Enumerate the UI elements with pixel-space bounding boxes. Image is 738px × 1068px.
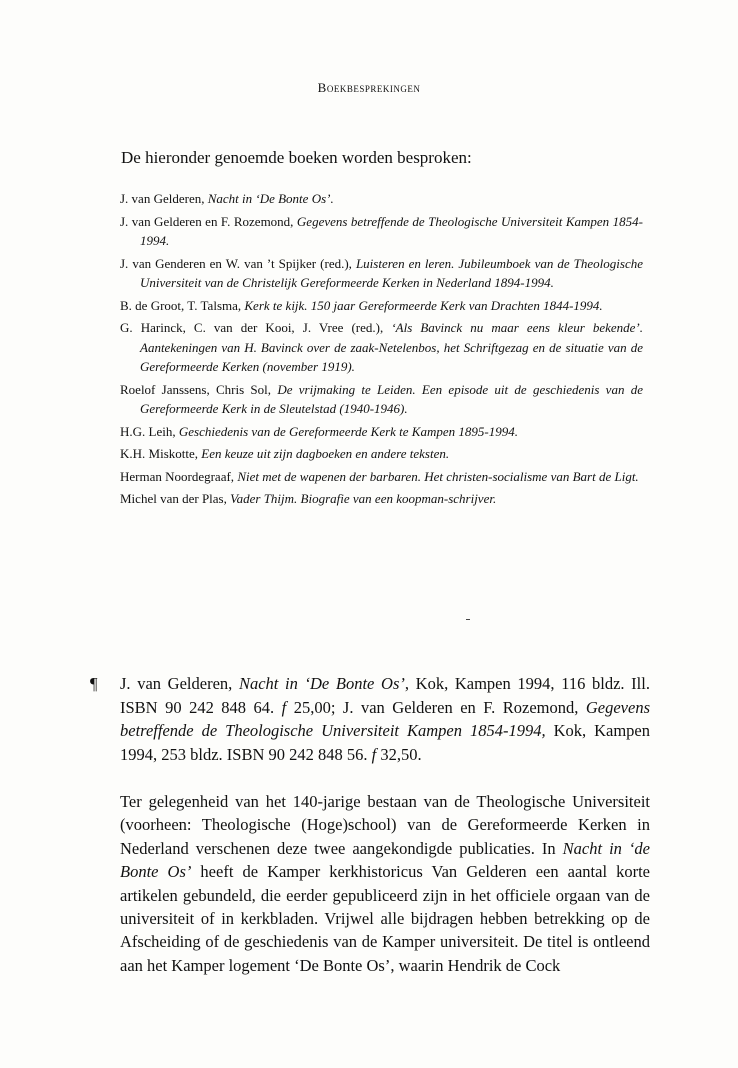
book-title: Kerk te kijk. 150 jaar Gereformeerde Kerk van Drachten 1844-1994. xyxy=(244,297,603,313)
book-title: ‘Als Bavinck nu maar eens kleur bekende’. Aantekeningen van H. Bavinck over de zaak-Netelenbos, het Schriftgezag en de situatie van de Gereformeerde Kerken (november 1919). xyxy=(140,320,643,374)
citation-title-2: Gegevens betreffende de Theologische Universiteit Kampen 1854-1994, xyxy=(120,697,650,740)
citation-details-1: , Kok, Kampen 1994, 116 bldz. Ill. ISBN 90 242 848 64. xyxy=(120,674,650,717)
pilcrow-icon: ¶ xyxy=(90,674,98,693)
book-title: De vrijmaking te Leiden. Een episode uit de geschiedenis van de Gereformeerde Kerk in de Sleutelstad (1940-1946). xyxy=(140,381,644,416)
book-title: Geschiedenis van de Gereformeerde Kerk te Kampen 1895-1994. xyxy=(178,423,518,439)
book-author: J. van Gelderen, xyxy=(120,191,208,206)
citation-text xyxy=(90,672,650,766)
list-item xyxy=(120,212,643,251)
header-title: Boekbesprekingen xyxy=(317,80,421,95)
review-body xyxy=(120,790,650,977)
list-item xyxy=(120,296,643,316)
list-item xyxy=(120,189,643,209)
separator-mark xyxy=(466,619,470,620)
book-author: J. van Gelderen en F. Rozemond, xyxy=(120,213,297,229)
book-list xyxy=(120,189,643,512)
list-item xyxy=(120,489,643,509)
citation-author-1: J. van Gelderen, xyxy=(120,674,239,693)
list-item xyxy=(120,318,643,377)
review-citation xyxy=(90,672,650,766)
book-title: Gegevens betreffende de Theologische Universiteit Kampen 1854-1994. xyxy=(140,213,643,248)
book-author: Roelof Janssens, Chris Sol, xyxy=(120,381,278,397)
book-title: Vader Thijm. Biografie van een koopman-schrijver. xyxy=(230,491,497,506)
florin-sign: f xyxy=(371,744,377,764)
book-author: H.G. Leih, xyxy=(120,423,179,439)
book-author: J. van Genderen en W. van ’t Spijker (red.), xyxy=(120,255,356,271)
book-author: B. de Groot, T. Talsma, xyxy=(120,297,245,313)
citation-details-2: Kok, Kampen 1994, 253 bldz. ISBN 90 242 848 56. xyxy=(120,721,650,764)
book-title: Nacht in ‘De Bonte Os’. xyxy=(207,191,334,206)
book-author: Herman Noordegraaf, xyxy=(120,468,238,484)
body-text-1: Ter gelegenheid van het 140-jarige bestaan van de Theologische Universiteit (voorheen: Theologische (Hoge)school) van de Gereformeerde Kerken in Nederland verschenen deze twee aangekondigde publicaties. In xyxy=(120,792,650,858)
intro-text: De hieronder genoemde boeken worden besproken: xyxy=(121,148,472,167)
list-item xyxy=(120,380,643,419)
book-title: Niet met de wapenen der barbaren. Het christen-socialisme van Bart de Ligt. xyxy=(237,468,639,484)
florin-sign: f xyxy=(281,697,287,717)
body-italic-title: Nacht in ‘de Bonte Os’ xyxy=(120,838,650,882)
list-item xyxy=(120,444,643,464)
page-header xyxy=(0,80,738,96)
body-text-2: heeft de Kamper kerkhistoricus Van Gelderen een aantal korte artikelen gebundeld, die eerder gepubliceerd zijn in het officiele orgaan van de universiteit of in kerkbladen. Vrijwel alle bijdragen hebben betrekking op de Afscheiding of de geschiedenis van de Kamper universiteit. De titel is ontleend aan het Kamper logement ‘De Bonte Os’, waarin Hendrik de Cock xyxy=(120,862,650,975)
book-author: G. Harinck, C. van der Kooi, J. Vree (red.), xyxy=(120,320,392,335)
list-item xyxy=(120,422,643,442)
citation-title-1: Nacht in ‘De Bonte Os’ xyxy=(238,674,405,693)
citation-author-2: 25,00; J. van Gelderen en F. Rozemond, xyxy=(286,697,586,717)
citation-price-2: 32,50. xyxy=(376,744,422,764)
list-item xyxy=(120,254,643,293)
book-title: Een keuze uit zijn dagboeken en andere teksten. xyxy=(201,446,450,461)
list-item xyxy=(120,467,643,487)
book-author: Michel van der Plas, xyxy=(120,491,231,506)
book-author: K.H. Miskotte, xyxy=(120,446,202,461)
book-title: Luisteren en leren. Jubileumboek van de Theologische Universiteit van de Christelijk Gereformeerde Kerken in Nederland 1894-1994. xyxy=(140,255,643,290)
